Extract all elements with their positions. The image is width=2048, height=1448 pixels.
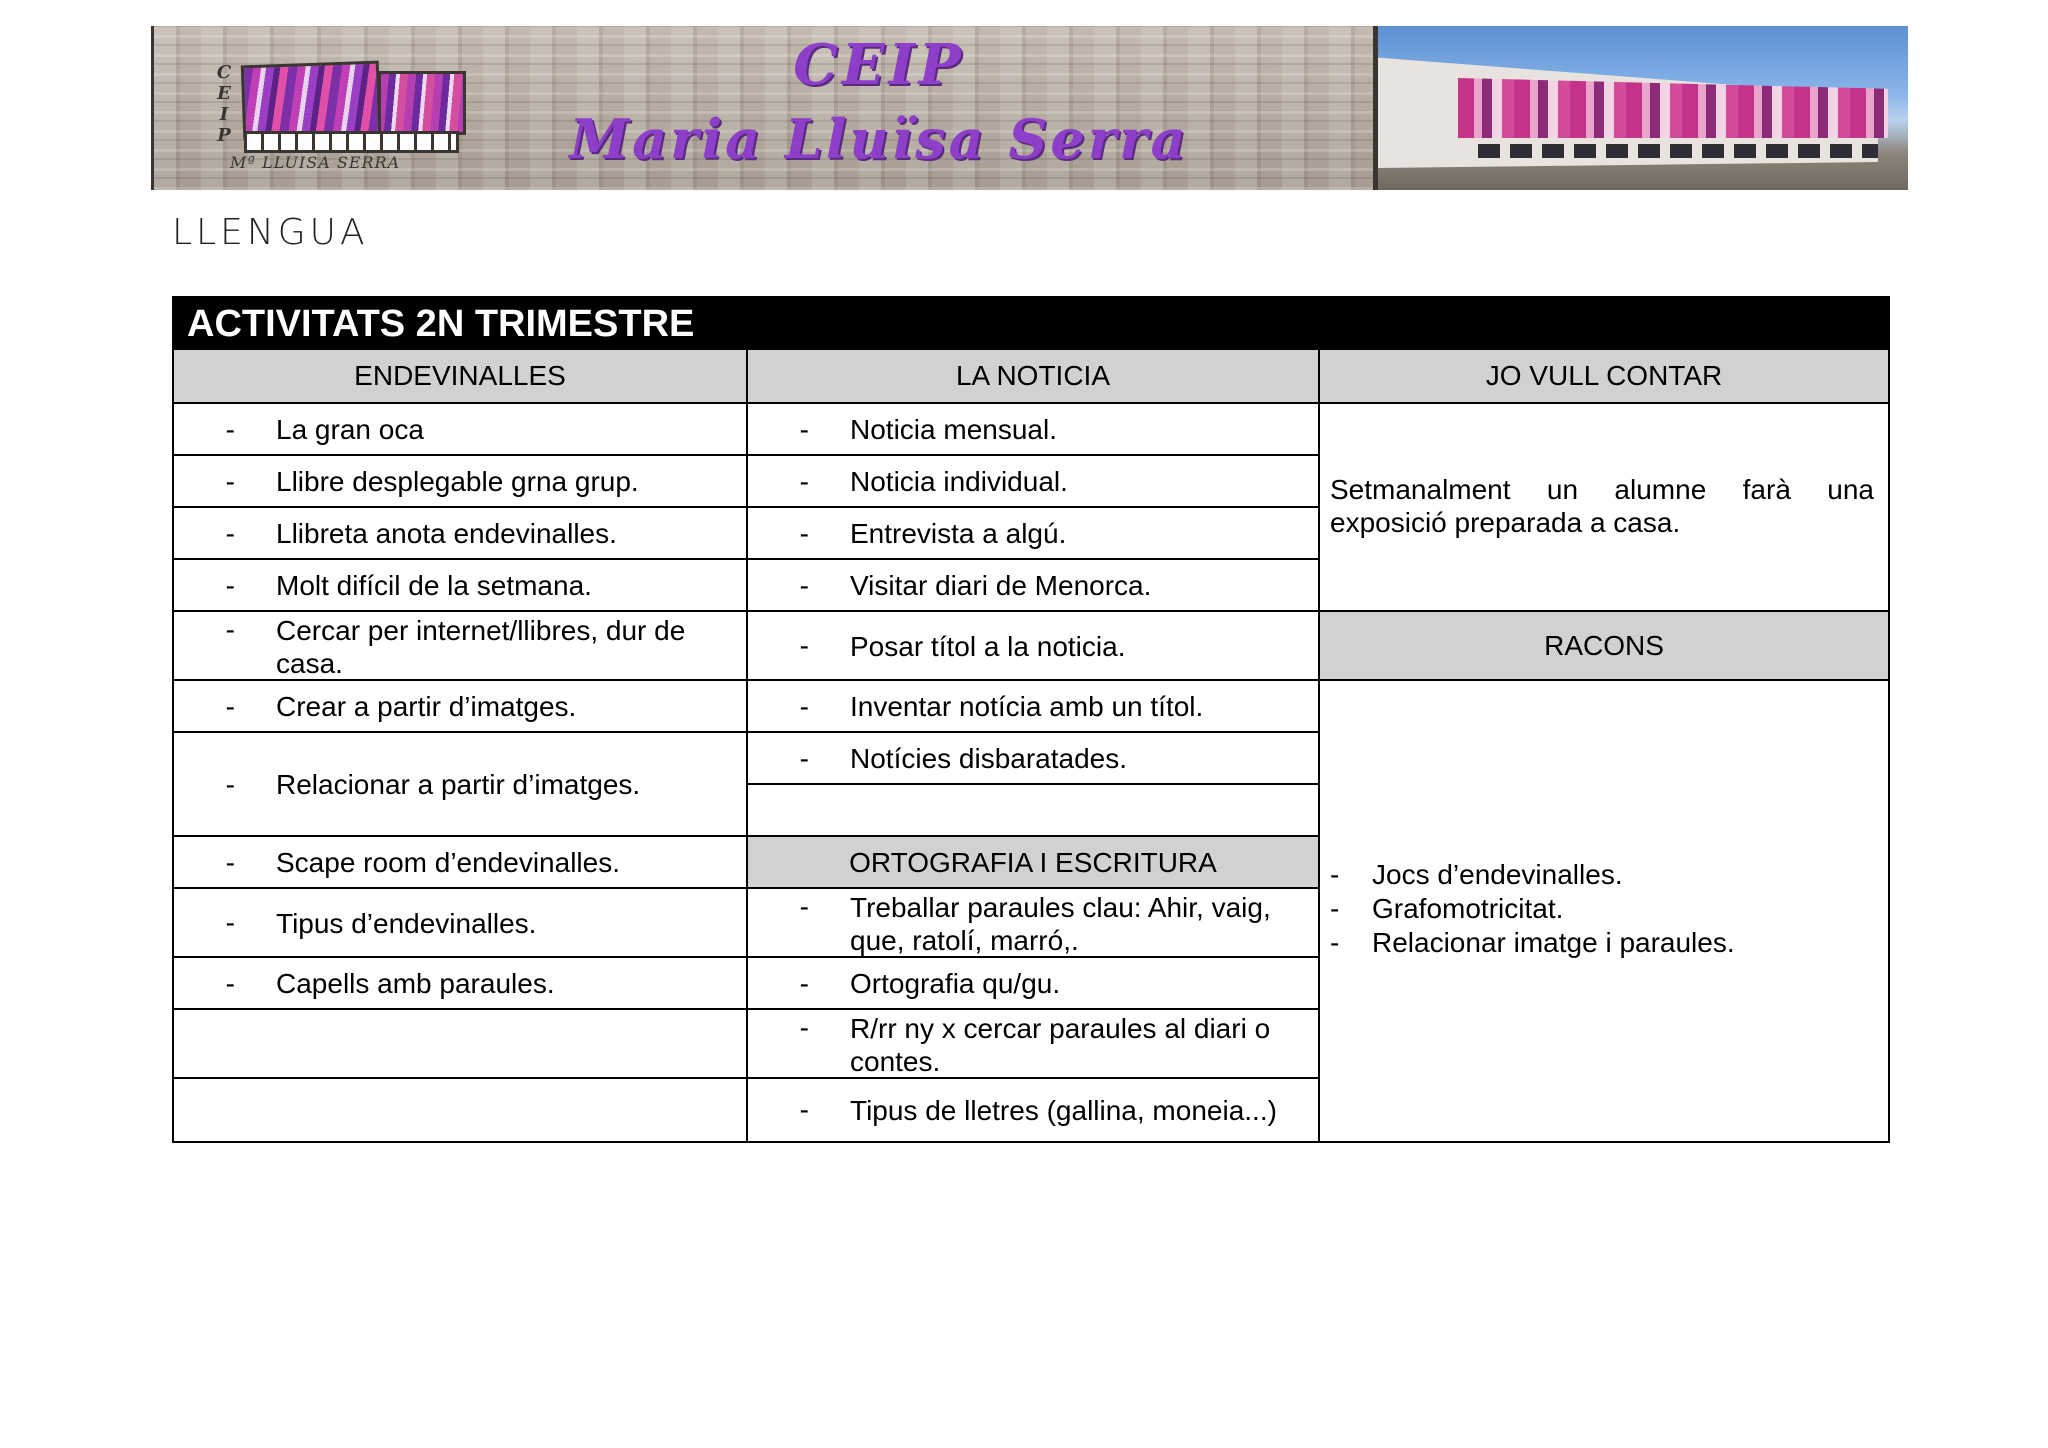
bullet-dash: -	[799, 967, 809, 999]
section-header-racons: RACONS	[1320, 612, 1888, 680]
section-header-ortografia: ORTOGRAFIA I ESCRITURA	[748, 837, 1318, 888]
racons-item: Grafomotricitat.	[1372, 893, 1564, 924]
list-item	[748, 889, 1318, 957]
row-divider	[748, 679, 1318, 681]
list-item	[748, 681, 1318, 732]
row-divider	[748, 610, 1318, 612]
bullet-dash: -	[799, 690, 809, 722]
list-item	[748, 508, 1318, 559]
row-divider	[174, 679, 746, 681]
logo-letter: I	[219, 104, 229, 125]
logo-caption: Mª LLUISA SERRA	[230, 153, 401, 172]
bullet-dash: -	[799, 1012, 809, 1043]
column-header-jo-vull-contar: JO VULL CONTAR	[1320, 350, 1888, 402]
row-divider	[174, 506, 746, 508]
list-item	[1330, 892, 1870, 926]
endevinalles-item: Capells amb paraules.	[276, 968, 555, 999]
column-header-la-noticia: LA NOTICIA	[748, 350, 1318, 402]
school-building-photo	[1378, 26, 1908, 190]
logo-letter: P	[217, 125, 231, 146]
list-item	[748, 1079, 1318, 1141]
bullet-dash: -	[799, 742, 809, 774]
bullet-dash: -	[225, 569, 235, 601]
row-divider	[174, 402, 1888, 404]
endevinalles-item: Relacionar a partir d’imatges.	[276, 769, 641, 800]
list-item	[1330, 858, 1870, 892]
bullet-dash: -	[799, 630, 809, 661]
row-divider	[174, 731, 746, 733]
bullet-dash: -	[225, 465, 235, 497]
bullet-dash: -	[225, 517, 235, 549]
ortografia-item: R/rr ny x cercar paraules al diari o contes.	[850, 1013, 1271, 1077]
bullet-dash: -	[225, 768, 235, 800]
bullet-dash: -	[225, 907, 235, 938]
school-logo-drawing	[241, 61, 381, 140]
row-divider	[748, 783, 1318, 785]
noticia-item: Noticia mensual.	[850, 414, 1057, 445]
endevinalles-item: Llibreta anota endevinalles.	[276, 518, 617, 549]
racons-item: Jocs d’endevinalles.	[1372, 859, 1623, 890]
bullet-dash: -	[799, 413, 809, 445]
bullet-dash: -	[1330, 893, 1340, 924]
row-divider	[748, 835, 1318, 837]
list-item	[174, 733, 746, 836]
list-item	[174, 508, 746, 559]
row-divider	[748, 1008, 1318, 1010]
building-colored-facade	[1458, 78, 1888, 138]
list-item	[748, 612, 1318, 680]
endevinalles-item: La gran oca	[276, 414, 424, 445]
ortografia-item: Treballar paraules clau: Ahir, vaig, que, ratolí, marró,.	[850, 892, 1271, 956]
row-divider	[174, 558, 746, 560]
endevinalles-item: Tipus d’endevinalles.	[276, 907, 537, 939]
bullet-dash: -	[225, 967, 235, 999]
row-divider	[748, 454, 1318, 456]
endevinalles-item: Scape room d’endevinalles.	[276, 847, 620, 878]
school-name-line2: Maria Lluïsa Serra	[569, 107, 1189, 171]
list-item	[748, 456, 1318, 507]
jo-vull-contar-text: Setmanalment un alumne farà una exposició preparada a casa.	[1330, 474, 1874, 538]
racons-list	[1330, 858, 1870, 960]
list-item	[748, 958, 1318, 1009]
school-logo-drawing-right	[378, 71, 466, 135]
bullet-dash: -	[1330, 859, 1340, 890]
list-item	[1330, 926, 1870, 960]
row-divider	[1320, 610, 1888, 612]
noticia-item: Notícies disbaratades.	[850, 743, 1128, 774]
endevinalles-item: Cercar per internet/llibres, dur de casa.	[276, 615, 686, 679]
school-banner	[151, 26, 1908, 190]
logo-letter: E	[217, 83, 231, 104]
noticia-item: Noticia individual.	[850, 466, 1068, 497]
row-divider	[174, 835, 746, 837]
ortografia-item: Tipus de lletres (gallina, moneia...)	[850, 1094, 1277, 1126]
bullet-dash: -	[799, 569, 809, 601]
endevinalles-item: Molt difícil de la setmana.	[276, 570, 592, 601]
list-item	[748, 560, 1318, 611]
bullet-dash: -	[225, 413, 235, 445]
endevinalles-item: Crear a partir d’imatges.	[276, 691, 577, 722]
column-header-endevinalles: ENDEVINALLES	[174, 350, 746, 402]
row-divider	[748, 956, 1318, 958]
list-item	[174, 404, 746, 455]
list-item	[174, 958, 746, 1009]
list-item	[748, 404, 1318, 455]
school-name-line1: CEIP	[793, 32, 965, 98]
row-divider	[748, 506, 1318, 508]
list-item	[748, 1010, 1318, 1078]
racons-item: Relacionar imatge i paraules.	[1372, 927, 1735, 958]
school-name	[454, 30, 1304, 178]
row-divider	[174, 1077, 746, 1079]
row-divider	[748, 558, 1318, 560]
list-item	[174, 612, 746, 680]
row-divider	[174, 1008, 746, 1010]
noticia-item: Entrevista a algú.	[850, 518, 1067, 549]
row-divider	[174, 610, 746, 612]
row-divider	[174, 454, 746, 456]
list-item	[748, 733, 1318, 784]
column-divider	[1318, 350, 1320, 1141]
list-item	[174, 560, 746, 611]
noticia-item: Posar títol a la noticia.	[850, 630, 1126, 662]
bullet-dash: -	[225, 846, 235, 878]
bullet-dash: -	[799, 517, 809, 549]
row-divider	[748, 1077, 1318, 1079]
bullet-dash: -	[1330, 927, 1340, 958]
list-item	[174, 456, 746, 507]
row-divider	[174, 956, 746, 958]
bullet-dash: -	[799, 465, 809, 497]
list-item	[174, 681, 746, 732]
building-windows	[1478, 144, 1878, 158]
row-divider	[174, 887, 746, 889]
list-item	[174, 889, 746, 957]
table-title: ACTIVITATS 2N TRIMESTRE	[174, 298, 1888, 350]
list-item	[174, 837, 746, 888]
school-logo-stripes	[244, 131, 459, 153]
endevinalles-item: Llibre desplegable grna grup.	[276, 466, 639, 497]
logo-vertical-letters	[214, 62, 234, 146]
row-divider	[1320, 679, 1888, 681]
banner-brick-panel	[151, 26, 1373, 190]
activities-table	[172, 296, 1890, 1143]
row-divider	[748, 731, 1318, 733]
column-divider	[746, 350, 748, 1141]
bullet-dash: -	[799, 1094, 809, 1125]
ortografia-item: Ortografia qu/gu.	[850, 968, 1061, 999]
logo-letter: C	[216, 62, 232, 83]
row-divider	[748, 887, 1318, 889]
bullet-dash: -	[225, 614, 235, 645]
noticia-item: Inventar notícia amb un títol.	[850, 691, 1204, 722]
bullet-dash: -	[225, 690, 235, 722]
subject-title: LLENGUA	[172, 212, 369, 253]
bullet-dash: -	[799, 891, 809, 922]
noticia-item: Visitar diari de Menorca.	[850, 570, 1152, 601]
